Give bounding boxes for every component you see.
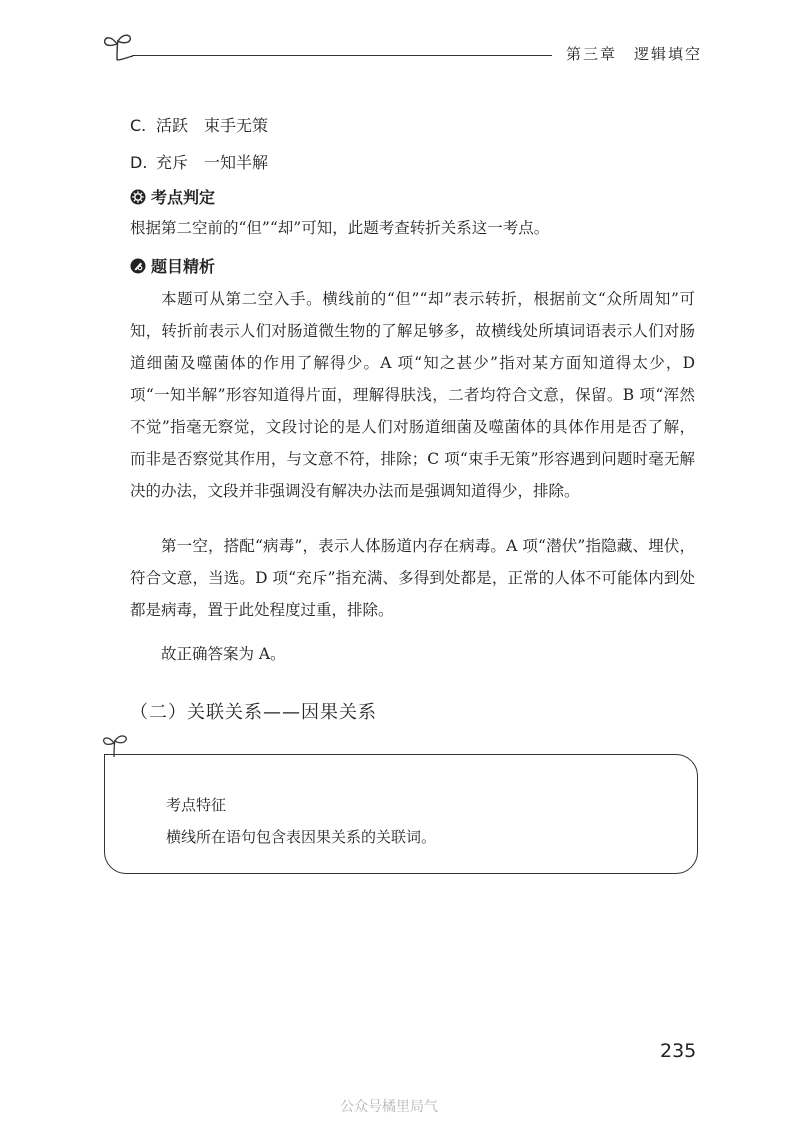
option-d (130, 150, 268, 173)
pen-icon (130, 258, 146, 274)
analysis-paragraph-1: 本题可从第二空入手。横线前的“但”“却”表示转折，根据前文“众所周知”可知，转折前表示人们对肠道微生物的了解足够多，故横线处所填词语表示人们对肠道细菌及噬菌体的作用了解得少。A 项“知之甚少”指对某方面知道得太少，D 项“一知半解”形容知道得片面，理解得肤浅，二者均符合文意，保留。B 项“浑然不觉”指毫无察觉，文段讨论的是人们对肠道细菌及噬菌体的具体作用是否了解，而非是否察觉其作用，与文意不符，排除；C 项“束手无策”形容遇到问题时毫无解决的办法，文段并非强调没有解决办法而是强调知道得少，排除。 (130, 290, 695, 500)
kaodian-text: 根据第二空前的“但”“却”可知，此题考查转折关系这一考点。 (130, 219, 550, 237)
feature-box-title: 考点特征 (166, 796, 227, 814)
option-letter: C. (130, 116, 147, 135)
feature-box-text: 横线所在语句包含表因果关系的关联词。 (166, 828, 437, 846)
header-rule (132, 55, 552, 56)
page-number: 235 (660, 1040, 697, 1062)
section-heading-kaodian (130, 185, 215, 208)
subsection-title: （二）关联关系——因果关系 (130, 702, 377, 723)
gear-icon (130, 189, 146, 205)
sprout-icon (100, 30, 134, 62)
analysis-paragraph-2: 第一空，搭配“病毒”，表示人体肠道内存在病毒。A 项“潜伏”指隐藏、埋伏，符合文意，当选。D 项“充斥”指充满、多得到处都是，正常的人体不可能体内到处都是病毒，置于此处程度过重，排除。 (130, 537, 695, 619)
watermark: 公众号橘里局气 (340, 1099, 438, 1115)
section-label: 题目精析 (151, 257, 216, 276)
option-letter: D. (130, 153, 148, 172)
chapter-title: 第三章 逻辑填空 (566, 45, 703, 63)
section-label: 考点判定 (151, 188, 216, 207)
answer-paragraph: 故正确答案为 A。 (161, 645, 286, 663)
option-text: 充斥 一知半解 (156, 153, 269, 172)
option-text: 活跃 束手无策 (156, 116, 269, 135)
option-c (130, 113, 268, 136)
section-heading-jingxi (130, 254, 215, 277)
